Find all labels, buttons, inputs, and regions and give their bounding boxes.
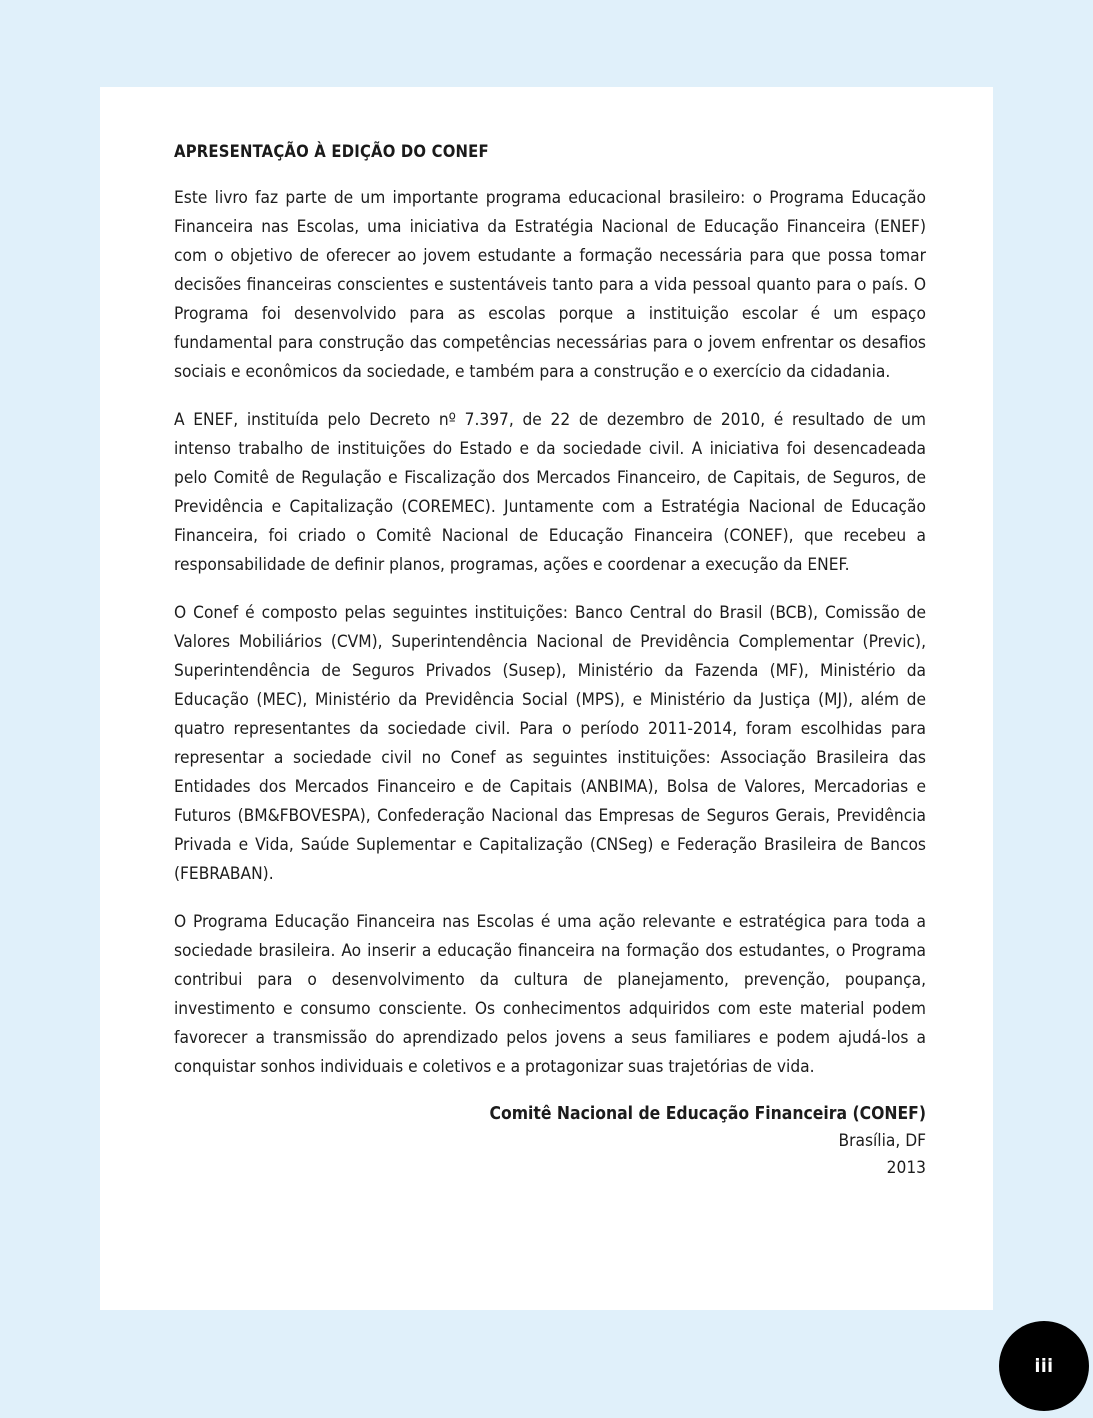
page-number-badge bbox=[999, 1321, 1089, 1411]
page-number-label: iii bbox=[1034, 1354, 1054, 1377]
document-content bbox=[174, 142, 926, 1182]
body-paragraph: A ENEF, instituída pelo Decreto nº 7.397, de 22 de dezembro de 2010, é resultado de um intenso trabalho de instituições do Estado e da sociedade civil. A iniciativa foi desencadeada pelo Comitê de Regulação e Fiscalização dos Mercados Financeiro, de Capitais, de Seguros, de Previdência e Capitalização (COREMEC). Juntamente com a Estratégia Nacional de Educação Financeira, foi criado o Comitê Nacional de Educação Financeira (CONEF), que recebeu a responsabilidade de definir planos, programas, ações e coordenar a execução da ENEF. bbox=[174, 409, 926, 575]
signature-year: 2013 bbox=[886, 1157, 926, 1178]
document-page bbox=[100, 87, 993, 1310]
body-paragraph: O Conef é composto pelas seguintes instituições: Banco Central do Brasil (BCB), Comissão de Valores Mobiliários (CVM), Superintendência Nacional de Previdência Complementar (Previc), Superintendência de Seguros Privados (Susep), Ministério da Fazenda (MF), Ministério da Educação (MEC), Ministério da Previdência Social (MPS), e Ministério da Justiça (MJ), além de quatro representantes da sociedade civil. Para o período 2011-2014, foram escolhidas para representar a sociedade civil no Conef as seguintes instituições: Associação Brasileira das Entidades dos Mercados Financeiro e de Capitais (ANBIMA), Bolsa de Valores, Mercadorias e Futuros (BM&FBOVESPA), Confederação Nacional das Empresas de Seguros Gerais, Previdência Privada e Vida, Saúde Suplementar e Capitalização (CNSeg) e Federação Brasileira de Bancos (FEBRABAN). bbox=[174, 602, 926, 884]
signature-organization: Comitê Nacional de Educação Financeira (CONEF) bbox=[489, 1103, 926, 1124]
signature-location: Brasília, DF bbox=[838, 1130, 926, 1151]
page-title: APRESENTAÇÃO À EDIÇÃO DO CONEF bbox=[174, 142, 489, 161]
signature-block bbox=[174, 1100, 926, 1182]
body-paragraph: O Programa Educação Financeira nas Escolas é uma ação relevante e estratégica para toda a sociedade brasileira. Ao inserir a educação financeira na formação dos estudantes, o Programa contribui para o desenvolvimento da cultura de planejamento, prevenção, poupança, investimento e consumo consciente. Os conhecimentos adquiridos com este material podem favorecer a transmissão do aprendizado pelos jovens a seus familiares e podem ajudá-los a conquistar sonhos individuais e coletivos e a protagonizar suas trajetórias de vida. bbox=[174, 911, 926, 1077]
body-paragraph: Este livro faz parte de um importante programa educacional brasileiro: o Programa Educação Financeira nas Escolas, uma iniciativa da Estratégia Nacional de Educação Financeira (ENEF) com o objetivo de oferecer ao jovem estudante a formação necessária para que possa tomar decisões financeiras conscientes e sustentáveis tanto para a vida pessoal quanto para o país. O Programa foi desenvolvido para as escolas porque a instituição escolar é um espaço fundamental para construção das competências necessárias para o jovem enfrentar os desafios sociais e econômicos da sociedade, e também para a construção e o exercício da cidadania. bbox=[174, 187, 926, 382]
